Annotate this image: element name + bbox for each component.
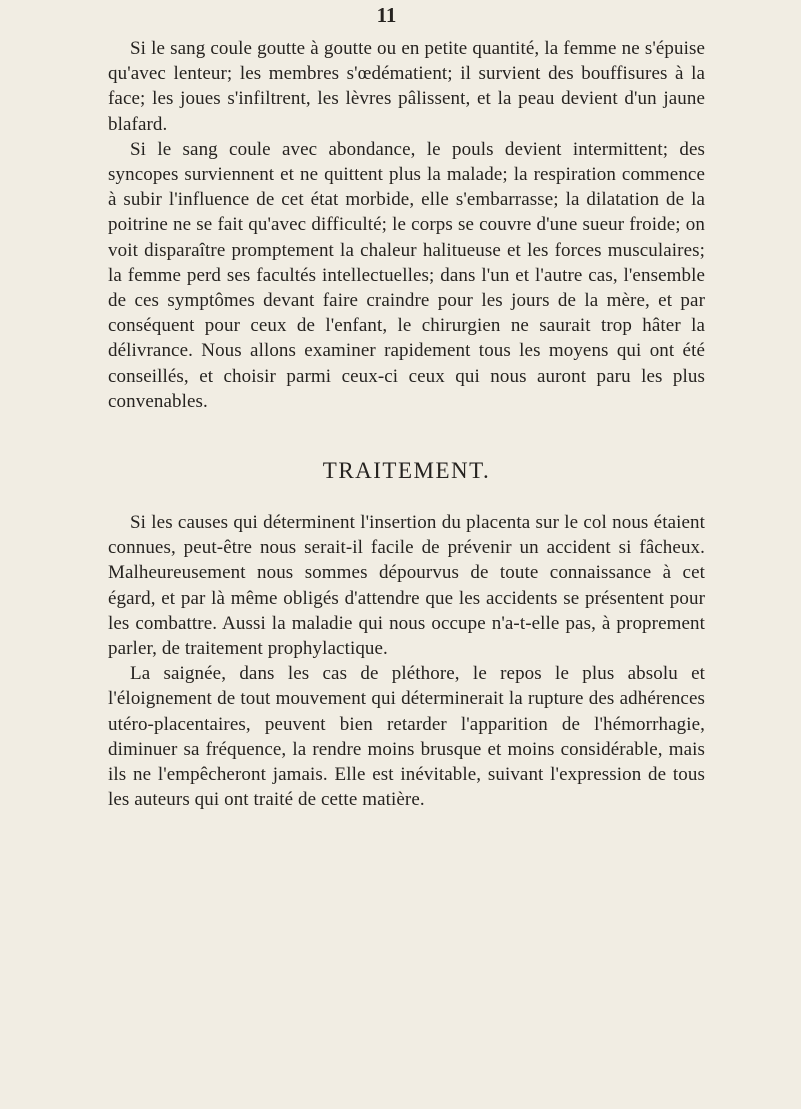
- paragraph-bloodletting: La saignée, dans les cas de pléthore, le repos le plus absolu et l'éloignement de tout mouvement qui déterminerait la rupture des adhérences utéro-placentaires, peuvent bien retarder l'apparition de l'hémorrhagie, diminuer sa fréquence, la rendre moins brusque et moins considérable, mais ils ne l'empêcheront jamais. Elle est inévitable, suivant l'expression de tous les auteurs qui ont traité de cette matière.: [108, 663, 705, 811]
- section-heading: TRAITEMENT.: [322, 458, 491, 484]
- page-number: 11: [376, 3, 397, 27]
- paragraph-prevention: Si les causes qui déterminent l'insertion du placenta sur le col nous étaient connues, peut-être nous serait-il facile de prévenir un accident si fâcheux. Malheureusement nous sommes dépourvus de toute connaissance à cet égard, et par là même obligés d'attendre que les accidents se présentent pour les combattre. Aussi la maladie qui nous occupe n'a-t-elle pas, à proprement parler, de traitement prophylactique.: [108, 512, 705, 660]
- paragraph-slow-bleeding: Si le sang coule goutte à goutte ou en petite quantité, la femme ne s'épuise qu'avec lenteur; les membres s'œdématient; il survient des bouffisures à la face; les joues s'infiltrent, les lèvres pâlissent, et la peau devient d'un jaune blafard.: [108, 38, 705, 135]
- paragraph-abundant-bleeding: Si le sang coule avec abondance, le pouls devient intermittent; des syncopes surviennent et ne quittent plus la malade; la respiration commence à subir l'influence de cet état morbide, elle s'embarrasse; la dilatation de la poitrine ne se fait qu'avec difficulté; le corps se couvre d'une sueur froide; on voit disparaître promptement la chaleur halitueuse et les forces musculaires; la femme perd ses facultés intellectuelles; dans l'un et l'autre cas, l'ensemble de ces symptômes devant faire craindre pour les jours de la mère, et par conséquent pour ceux de l'enfant, le chirurgien ne saurait trop hâter la délivrance. Nous allons examiner rapidement tous les moyens qui ont été conseillés, et choisir parmi ceux-ci ceux qui nous auront paru les plus convenables.: [108, 138, 705, 412]
